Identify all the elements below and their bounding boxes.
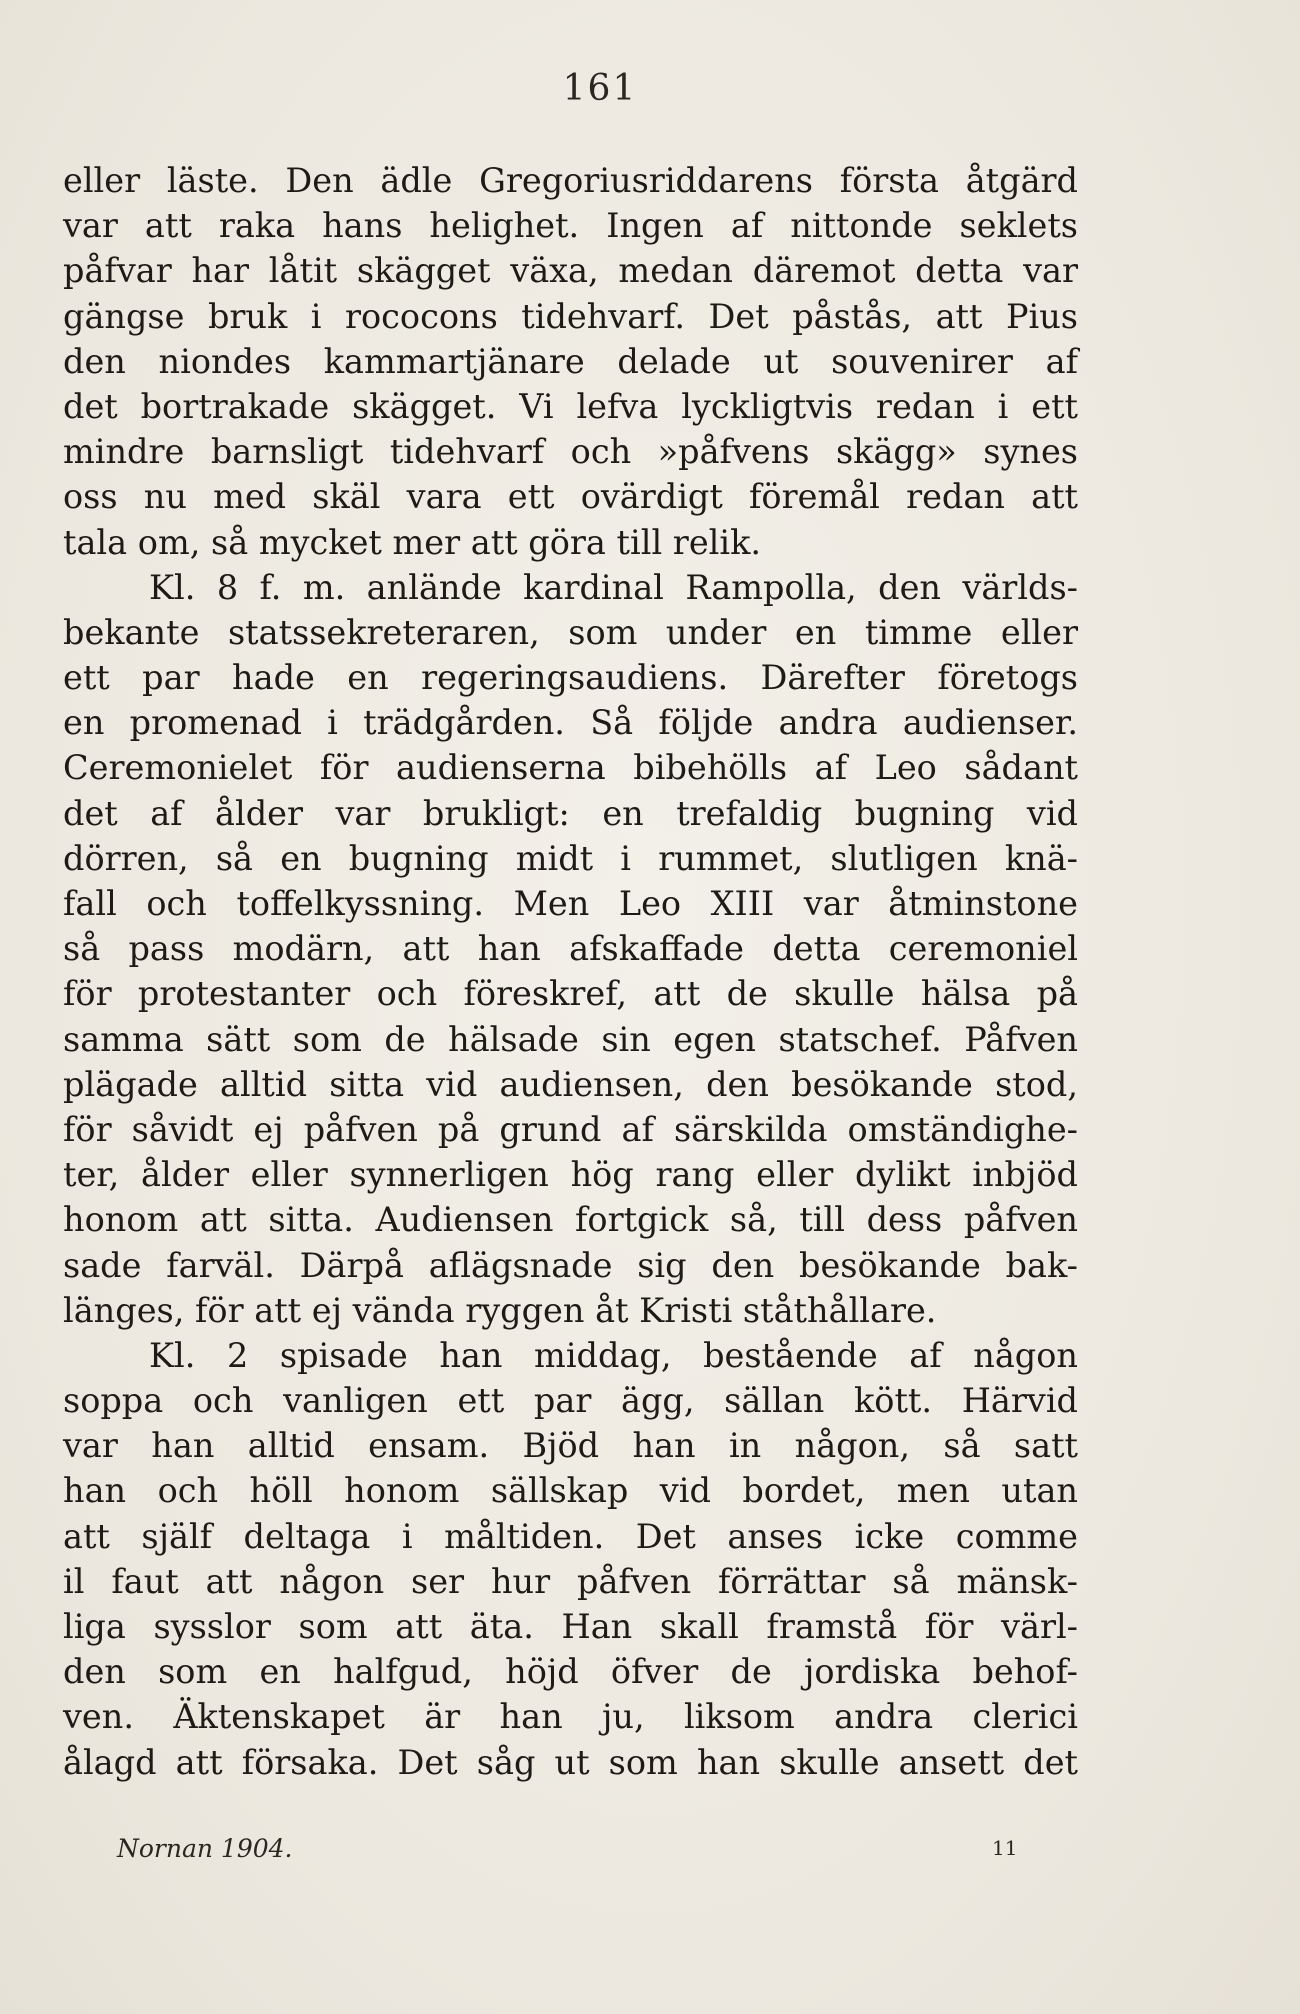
page-number: 161 bbox=[562, 68, 638, 109]
text-line: honom att sitta. Audiensen fortgick så, till dess påfven bbox=[63, 1200, 1078, 1240]
footer-signature: Nornan 1904. bbox=[117, 1834, 293, 1863]
text-line: Kl. 2 spisade han middag, bestående af någon bbox=[149, 1335, 1078, 1375]
text-line: dörren, så en bugning midt i rummet, slutligen knä- bbox=[63, 838, 1078, 878]
text-line: för såvidt ej påfven på grund af särskilda omständighe- bbox=[63, 1109, 1078, 1149]
text-line: plägade alltid sitta vid audiensen, den besökande stod, bbox=[63, 1064, 1078, 1104]
text-line: ett par hade en regeringsaudiens. Därefter företogs bbox=[63, 658, 1078, 698]
text-line: bekante statssekreteraren, som under en timme eller bbox=[63, 612, 1078, 652]
text-line: länges, för att ej vända ryggen åt Kristi ståthållare. bbox=[63, 1290, 937, 1330]
text-line: oss nu med skäl vara ett ovärdigt föremål redan att bbox=[63, 477, 1078, 517]
text-line: påfvar har låtit skägget växa, medan däremot detta var bbox=[63, 251, 1078, 291]
text-line: var att raka hans helighet. Ingen af nittonde seklets bbox=[63, 206, 1078, 246]
text-line: det af ålder var brukligt: en trefaldig bugning vid bbox=[63, 793, 1078, 833]
text-line: den niondes kammartjänare delade ut souvenirer af bbox=[63, 341, 1078, 381]
text-line: Ceremonielet för audienserna bibehölls af Leo sådant bbox=[63, 748, 1078, 788]
text-line: det bortrakade skägget. Vi lefva lyckligtvis redan i ett bbox=[63, 386, 1078, 426]
text-line: var han alltid ensam. Bjöd han in någon, så satt bbox=[63, 1426, 1078, 1466]
text-line: liga sysslor som att äta. Han skall framstå för värl- bbox=[63, 1607, 1078, 1646]
text-line: soppa och vanligen ett par ägg, sällan kött. Härvid bbox=[63, 1381, 1078, 1421]
text-line: han och höll honom sällskap vid bordet, men utan bbox=[63, 1471, 1078, 1511]
text-line: så pass modärn, att han afskaffade detta ceremoniel bbox=[63, 929, 1078, 969]
text-line: ven. Äktenskapet är han ju, liksom andra clerici bbox=[63, 1697, 1078, 1737]
text-line: den som en halfgud, höjd öfver de jordiska behof- bbox=[63, 1652, 1078, 1692]
text-line: sade farväl. Därpå aflägsnade sig den besökande bak- bbox=[63, 1245, 1078, 1285]
text-line: för protestanter och föreskref, att de skulle hälsa på bbox=[63, 974, 1078, 1014]
text-line: ter, ålder eller synnerligen hög rang eller dylikt inbjöd bbox=[63, 1155, 1078, 1195]
text-line: tala om, så mycket mer att göra till relik. bbox=[63, 522, 762, 562]
text-line: Kl. 8 f. m. anlände kardinal Rampolla, den världs- bbox=[149, 567, 1078, 607]
text-line: gängse bruk i rococons tidehvarf. Det påstås, att Pius bbox=[63, 296, 1078, 336]
text-line: ålagd att försaka. Det såg ut som han skulle ansett det bbox=[63, 1742, 1078, 1782]
text-line: att själf deltaga i måltiden. Det anses icke comme bbox=[63, 1516, 1078, 1556]
text-line: samma sätt som de hälsade sin egen statschef. Påfven bbox=[63, 1019, 1078, 1059]
text-line: en promenad i trädgården. Så följde andra audienser. bbox=[63, 703, 1078, 743]
text-line: fall och toffelkyssning. Men Leo XIII var åtminstone bbox=[63, 884, 1078, 923]
text-line: mindre barnsligt tidehvarf och »påfvens skägg» synes bbox=[63, 432, 1078, 472]
body-text bbox=[63, 158, 1078, 1785]
page-footer bbox=[0, 1834, 1300, 1874]
footer-sheet-number: 11 bbox=[992, 1836, 1018, 1860]
text-line: eller läste. Den ädle Gregoriusriddarens första åtgärd bbox=[63, 161, 1078, 200]
text-line: il faut att någon ser hur påfven förrättar så mänsk- bbox=[63, 1561, 1078, 1601]
